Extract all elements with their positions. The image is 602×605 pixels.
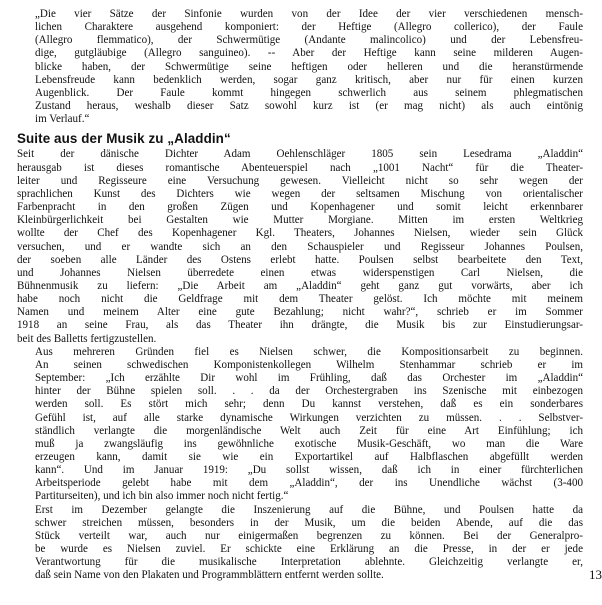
text-line: wollte der Chef des Kopenhagener Kgl. Theaters, Johannes Nielsen, wieder sein Glück bbox=[17, 227, 583, 240]
text-line: Kleinbürgerlichkeit bei Gestalten wie Mutter Morgiane. Mitten im ersten Weltkrieg bbox=[17, 214, 583, 227]
paragraph-sinfonie-quote bbox=[17, 8, 583, 126]
text-line: muß ja zwangsläufig ins gewöhnliche exotische Musik-Geschäft, wo man die Ware bbox=[35, 437, 583, 450]
text-line: Augenblick. Der Faule kommt hingegen schwerlich aus seinem phlegmatischen bbox=[35, 86, 583, 99]
paragraph-aladdin-history bbox=[17, 148, 583, 345]
text-line: Farbenpracht in den großen Zügen und Kopenhagener und somit leicht erkennbarer bbox=[17, 201, 583, 214]
text-line: sprachlichen Kunst des Dichters wie wegen der seltsamen Mischung von orientalischer bbox=[17, 187, 583, 200]
text-line: Gefühl ist, auf alle starke dynamische Wirkungen verzichten zu müssen. . . Selbstver- bbox=[35, 411, 583, 424]
text-line: Erst im Dezember gelangte die Inszenierung auf die Bühne, und Poulsen hatte da bbox=[35, 503, 583, 516]
text-line: hinter der Bühne spielen soll. . . da der Orchestergraben ins Szenische mit einbezogen bbox=[35, 385, 583, 398]
text-line: lichen Charaktere ausgehend komponiert: der Heftige (Allegro collerico), der Faule bbox=[35, 21, 583, 34]
text-line: Lebensfreude kann bedenklich werden, sogar ganz kritisch, aber nur für einen kurzen bbox=[35, 73, 583, 86]
text-line: der soeben alle Länder des Ostens erlebt hatte. Poulsen selbst bearbeitete den Text, bbox=[17, 253, 583, 266]
text-line: 1918 an seine Frau, als das Theater ihn drängte, die Musik bis zur Einstudierungsar- bbox=[17, 319, 583, 332]
page-number: 13 bbox=[589, 567, 602, 582]
text-line: Arbeitsperiode gelebt habe mit dem „Aladdin“, der ins Unendliche wächst (3-400 bbox=[35, 477, 583, 490]
text-line: (Allegro flemmatico), der Schwermütige (Andante malincolico) und der Lebensfreu- bbox=[35, 34, 583, 47]
section-heading: Suite aus der Musik zu „Aladdin“ bbox=[17, 131, 231, 147]
text-line: An seinen schwedischen Komponistenkollegen Wilhelm Stenhammar schrieb er im bbox=[35, 358, 583, 371]
text-line: leiter und Regisseure eine Versuchung gewesen. Vielleicht nicht so sehr wegen der bbox=[17, 174, 583, 187]
text-line: be wurde es Nielsen zuviel. Er schickte eine Erklärung an die Presse, in der er jede bbox=[35, 543, 583, 556]
paragraph-premiere bbox=[17, 504, 583, 583]
text-line: ständlich verlangte die morgenländische Welt auch Zeit für eine Art Einfühlung; ich bbox=[35, 424, 583, 437]
text-line: erzeugen kann, damit sie wie ein Exportartikel auf Halbflaschen abgefüllt werden bbox=[35, 451, 583, 463]
text-line: und Johannes Nielsen überredete einen etwas widerspenstigen Carl Nielsen, die bbox=[17, 266, 583, 279]
text-line: werden soll. Es stört mich sehr; denn Du kannst verstehen, daß es ein sonderbares bbox=[35, 398, 583, 411]
text-line: daß sein Name von den Plakaten und Programmblättern entfernt werden sollte. bbox=[35, 569, 384, 582]
text-line: September: „Ich erzählte Dir wohl im Frühling, daß das Orchester im „Aladdin“ bbox=[35, 372, 583, 385]
text-line: blicke haben, der Schwermütige seine heftigen oder helleren und die heranstürmende bbox=[35, 60, 583, 73]
text-line: versuchen, und er wandte sich an den Schauspieler und Regisseur Johannes Poulsen, bbox=[17, 240, 583, 253]
text-line: „Die vier Sätze der Sinfonie wurden von der Idee der vier verschiedenen mensch- bbox=[35, 8, 583, 20]
text-line: Seit der dänische Dichter Adam Oehlenschläger 1805 sein Lesedrama „Aladdin“ bbox=[17, 148, 583, 161]
text-line: Zustand heraus, weshalb dieser Satz sowohl kurz ist (er mag nicht) als auch eintönig bbox=[35, 100, 583, 113]
paragraph-composition-difficulty bbox=[17, 346, 583, 504]
text-line: schwer streichen müssen, besonders in der Musik, um die beiden Abende, auf die das bbox=[35, 516, 583, 529]
text-line: Bühnenmusik zu liefern: „Die Arbeit am „Aladdin“ geht ganz gut vorwärts, aber ich bbox=[17, 279, 583, 292]
text-column bbox=[17, 8, 583, 583]
text-line: beit des Balletts fertigzustellen. bbox=[17, 332, 157, 345]
text-line: Stück verteilt war, auch nur einigermaßen begrenzen zu können. Bei der Generalpro- bbox=[35, 529, 583, 542]
text-line: Aus mehreren Gründen fiel es Nielsen schwer, die Kompositionsarbeit zu beginnen. bbox=[35, 345, 583, 358]
text-line: habe noch nicht die Geldfrage mit dem Theater gelöst. Ich möchte mit meinem bbox=[17, 293, 583, 306]
text-line: im Verlauf.“ bbox=[35, 113, 90, 126]
text-line: Namen und meinem Alter eine gute Bezahlung; nicht wahr?“, schrieb er im Sommer bbox=[17, 306, 583, 319]
text-line: Partiturseiten), und ich bin also immer noch nicht fertig.“ bbox=[35, 490, 289, 503]
text-line: herausgab ist dieses romantische Abenteuerspiel nach „1001 Nacht“ für die Theater- bbox=[17, 161, 583, 174]
text-line: kann“. Und im Januar 1919: „Du sollst wissen, daß ich in einer fürchterlichen bbox=[35, 464, 583, 477]
text-line: dige, gutgläubige (Allegro sanguineo). -- Aber der Heftige kann seine milderen Augen- bbox=[35, 47, 583, 60]
text-line: Verantwortung für die musikalische Interpretation ablehnte. Gleichzeitig verlangte er, bbox=[35, 556, 583, 569]
